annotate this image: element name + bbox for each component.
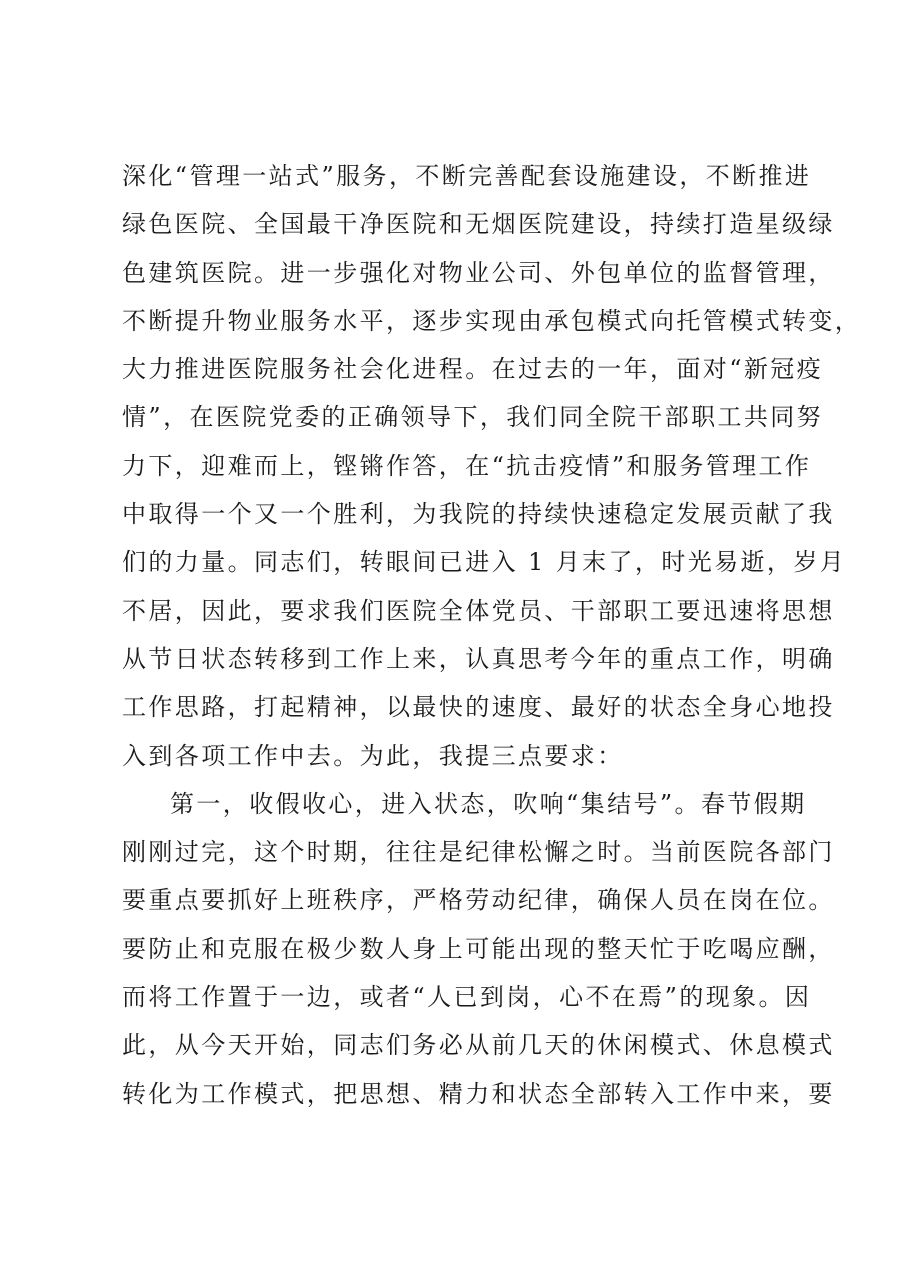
text-line: 要防止和克服在极少数人身上可能出现的整天忙于吃喝应酬， [122,934,835,963]
text-line: 不居，因此，要求我们医院全体党员、干部职工要迅速将思想 [122,596,835,625]
text-line: 工作思路，打起精神，以最快的速度、最好的状态全身心地投 [122,693,835,722]
text-line: 转化为工作模式，把思想、精力和状态全部转入工作中来，要 [122,1079,835,1108]
text-line: 情”，在医院党委的正确领导下，我们同全院干部职工共同努 [122,403,824,432]
text-line: 此，从今天开始，同志们务必从前几天的休闲模式、休息模式 [122,1031,835,1060]
text-line: 入到各项工作中去。为此，我提三点要求： [122,741,624,770]
text-line: 要重点要抓好上班秩序，严格劳动纪律，确保人员在岗在位。 [122,886,835,915]
document-body [122,152,862,1118]
paragraph-first-line: 第一，收假收心，进入状态，吹响“集结号”。春节假期 [170,789,807,818]
text-line: 从节日状态转移到工作上来，认真思考今年的重点工作，明确 [122,644,835,673]
text-line: 们的力量。同志们，转眼间已进入 1 月末了，时光易逝，岁月 [122,548,847,577]
text-line: 中取得一个又一个胜利，为我院的持续快速稳定发展贡献了我 [122,500,835,529]
text-line: 深化“管理一站式”服务，不断完善配套设施建设，不断推进 [122,162,812,190]
text-line: 色建筑医院。进一步强化对物业公司、外包单位的监督管理， [122,258,835,287]
text-line: 而将工作置于一边，或者“人已到岗，心不在焉”的现象。因 [122,983,812,1012]
text-line: 刚刚过完，这个时期，往往是纪律松懈之时。当前医院各部门 [122,838,835,867]
text-line: 绿色医院、全国最干净医院和无烟医院建设，持续打造星级绿 [122,210,835,239]
text-line: 力下，迎难而上，铿锵作答，在“抗击疫情”和服务管理工作 [122,451,812,480]
text-line: 大力推进医院服务社会化进程。在过去的一年，面对“新冠疫 [122,355,824,384]
text-line: 不断提升物业服务水平，逐步实现由承包模式向托管模式转变， [122,306,862,335]
